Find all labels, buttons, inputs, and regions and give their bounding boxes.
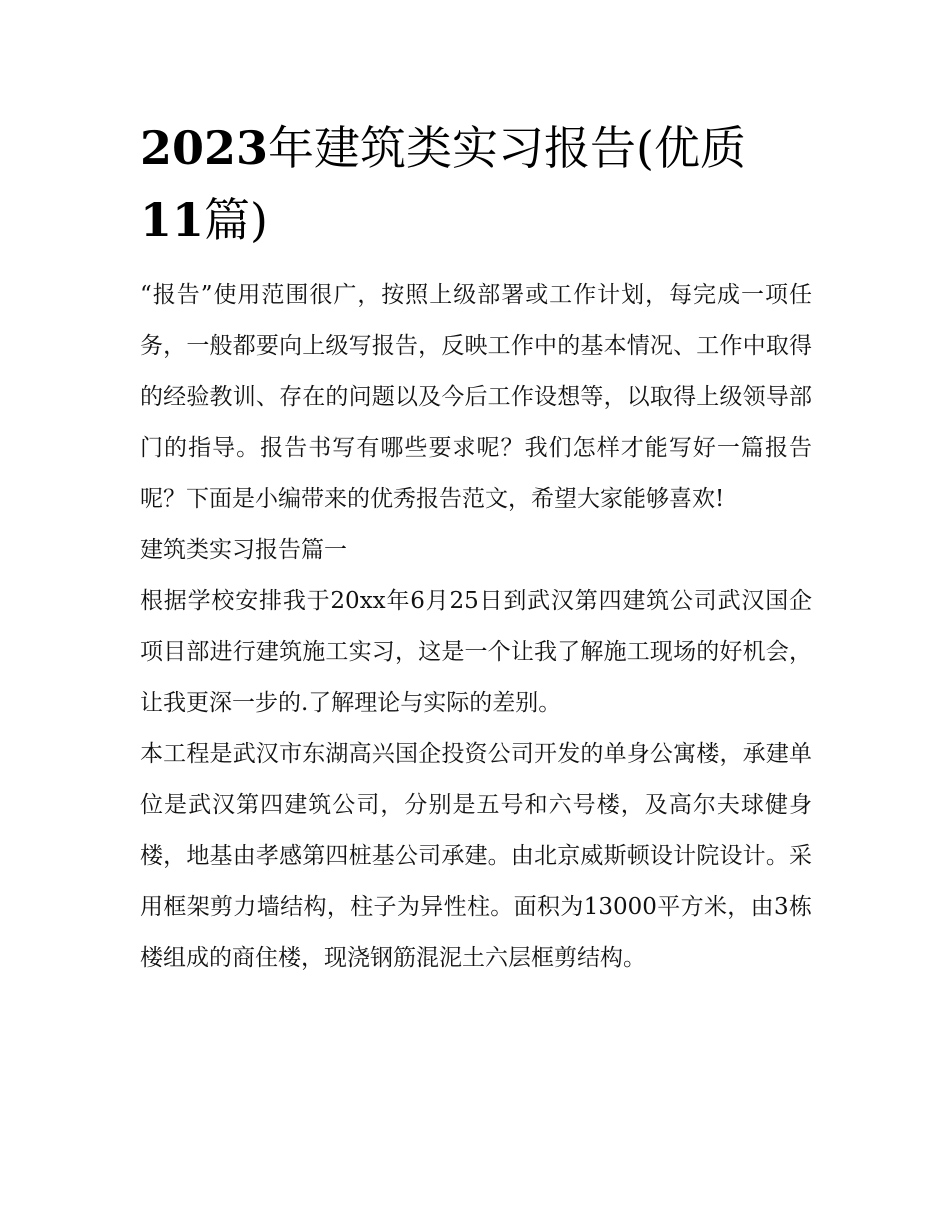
title-count: 11	[140, 193, 205, 247]
body-paragraph: 本工程是武汉市东湖高兴国企投资公司开发的单身公寓楼，承建单位是武汉第四建筑公司，分别是五号和六号楼，及高尔夫球健身楼，地基由孝感第四桩基公司承建。由北京威斯顿设计院设计。采用框架剪力墙结构，柱子为异性柱。面积为13000平方米，由3栋楼组成的商住楼，现浇钢筋混泥土六层框剪结构。	[140, 741, 812, 971]
title-text-part-2: 篇)	[204, 193, 268, 247]
title-year: 2023	[140, 121, 269, 175]
body-paragraph: 根据学校安排我于20xx年6月25日到武汉第四建筑公司武汉国企项目部进行建筑施工实习，这是一个让我了解施工现场的好机会，让我更深一步的.了解理论与实际的差别。	[140, 588, 812, 716]
section-heading: 建筑类实习报告篇一	[140, 537, 347, 563]
title-text-part-1: 年建筑类实习报告(优质	[268, 121, 746, 175]
document-title	[140, 112, 812, 256]
intro-paragraph: “报告”使用范围很广，按照上级部署或工作计划，每完成一项任务，一般都要向上级写报告，反映工作中的基本情况、工作中取得的经验教训、存在的问题以及今后工作设想等，以取得上级领导部门的指导。报告书写有哪些要求呢？我们怎样才能写好一篇报告呢？下面是小编带来的优秀报告范文，希望大家能够喜欢!	[140, 282, 812, 512]
document-content	[140, 112, 812, 984]
